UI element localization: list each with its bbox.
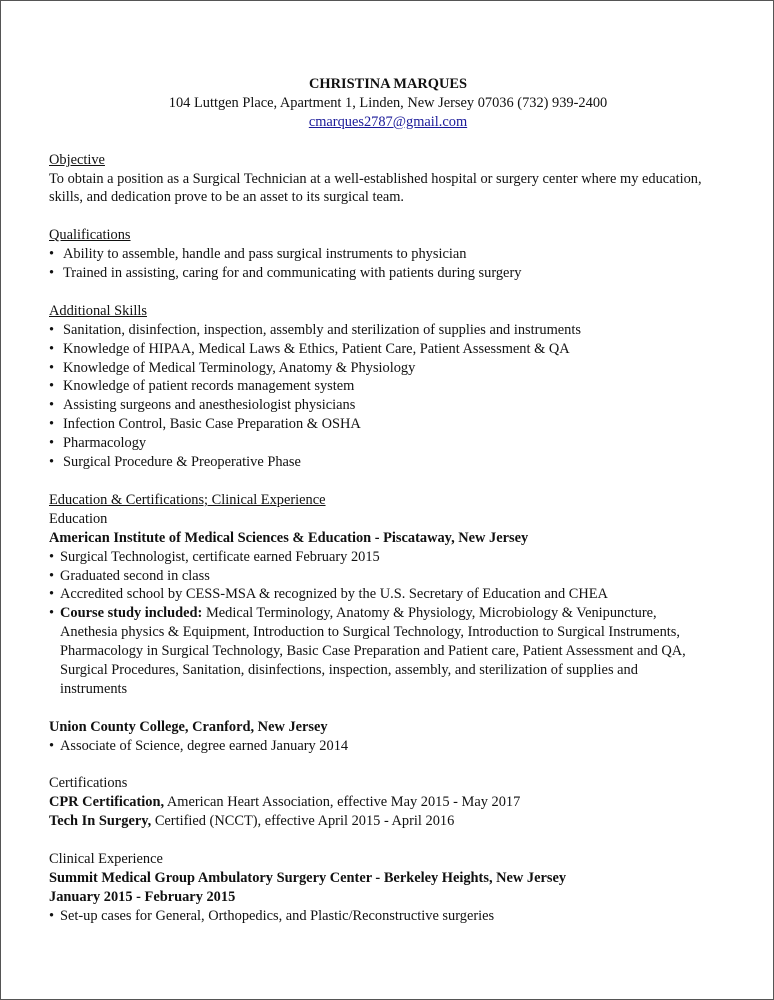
objective-section: [49, 151, 729, 208]
certifications-label: Certifications: [49, 775, 128, 792]
list-item: • Surgical Procedure & Preoperative Phase: [49, 453, 729, 472]
certification-tech: [49, 812, 729, 831]
school-name: American Institute of Medical Sciences & Education - Piscataway, New Jersey: [49, 529, 529, 546]
school1-list: [49, 548, 729, 699]
clinical-list: [49, 907, 729, 926]
education-section: [49, 491, 729, 926]
list-item: • Knowledge of Medical Terminology, Anatomy & Physiology: [49, 359, 729, 378]
objective-text: To obtain a position as a Surgical Technician at a well-established hospital or surgery center where my education, skills, and dedication prove to be an asset to its surgical team.: [49, 170, 702, 206]
qualifications-list: [49, 245, 729, 283]
resume-header: [49, 75, 727, 132]
list-item: • Knowledge of patient records management system: [49, 377, 729, 396]
list-item: • Set-up cases for General, Orthopedics, and Plastic/Reconstructive surgeries: [49, 907, 729, 926]
clinical-dates: January 2015 - February 2015: [49, 888, 236, 905]
education-label: Education: [49, 510, 108, 527]
candidate-name: CHRISTINA MARQUES: [309, 76, 467, 92]
list-item: • Ability to assemble, handle and pass surgical instruments to physician: [49, 245, 729, 264]
list-item: • Knowledge of HIPAA, Medical Laws & Ethics, Patient Care, Patient Assessment & QA: [49, 340, 729, 359]
school-name: Union County College, Cranford, New Jersey: [49, 718, 328, 735]
additional-skills-list: [49, 321, 729, 472]
list-item: • Pharmacology: [49, 434, 729, 453]
list-item: • Graduated second in class: [49, 567, 729, 586]
education-heading: Education & Certifications; Clinical Experience: [49, 491, 326, 508]
candidate-email-link[interactable]: cmarques2787@gmail.com: [308, 113, 468, 130]
list-item: • Assisting surgeons and anesthesiologist physicians: [49, 396, 729, 415]
course-study-label: Course study included:: [60, 605, 203, 622]
additional-skills-heading: Additional Skills: [49, 302, 147, 319]
cert-detail: American Heart Association, effective May 2015 - May 2017: [164, 794, 521, 811]
school2-list: [49, 737, 729, 756]
resume-content: [49, 75, 729, 926]
clinical-place: Summit Medical Group Ambulatory Surgery Center - Berkeley Heights, New Jersey: [49, 869, 567, 886]
cert-detail: Certified (NCCT), effective April 2015 - April 2016: [151, 813, 455, 830]
list-item: • Associate of Science, degree earned January 2014: [49, 737, 729, 756]
candidate-address: 104 Luttgen Place, Apartment 1, Linden, New Jersey 07036 (732) 939-2400: [168, 94, 608, 111]
additional-skills-section: [49, 302, 729, 472]
certification-cpr: [49, 793, 729, 812]
qualifications-heading: Qualifications: [49, 227, 131, 244]
course-study-item: [49, 604, 688, 699]
list-item: • Accredited school by CESS-MSA & recognized by the U.S. Secretary of Education and CHEA: [49, 585, 729, 604]
qualifications-section: [49, 226, 729, 283]
list-item: • Sanitation, disinfection, inspection, assembly and sterilization of supplies and instruments: [49, 321, 729, 340]
list-item: • Surgical Technologist, certificate earned February 2015: [49, 548, 729, 567]
list-item: • Infection Control, Basic Case Preparation & OSHA: [49, 415, 729, 434]
list-item: • Trained in assisting, caring for and communicating with patients during surgery: [49, 264, 729, 283]
cert-title: CPR Certification,: [49, 794, 165, 811]
course-study-text: Medical Terminology, Anatomy & Physiology, Microbiology & Venipuncture, Anethesia physics & Equipment, Introduction to Surgical Technology, Introduction to Surgical Instruments, Pharmacology in Surgical Technology, Basic Case Preparation and Patient care, Patient Assessment and QA, Surgical Procedures, Sanitation, disinfections, inspection, assembly, and sterilization of supplies and instruments: [60, 605, 686, 697]
objective-heading: Objective: [49, 151, 105, 168]
clinical-experience-label: Clinical Experience: [49, 851, 163, 868]
cert-title: Tech In Surgery,: [49, 813, 152, 830]
